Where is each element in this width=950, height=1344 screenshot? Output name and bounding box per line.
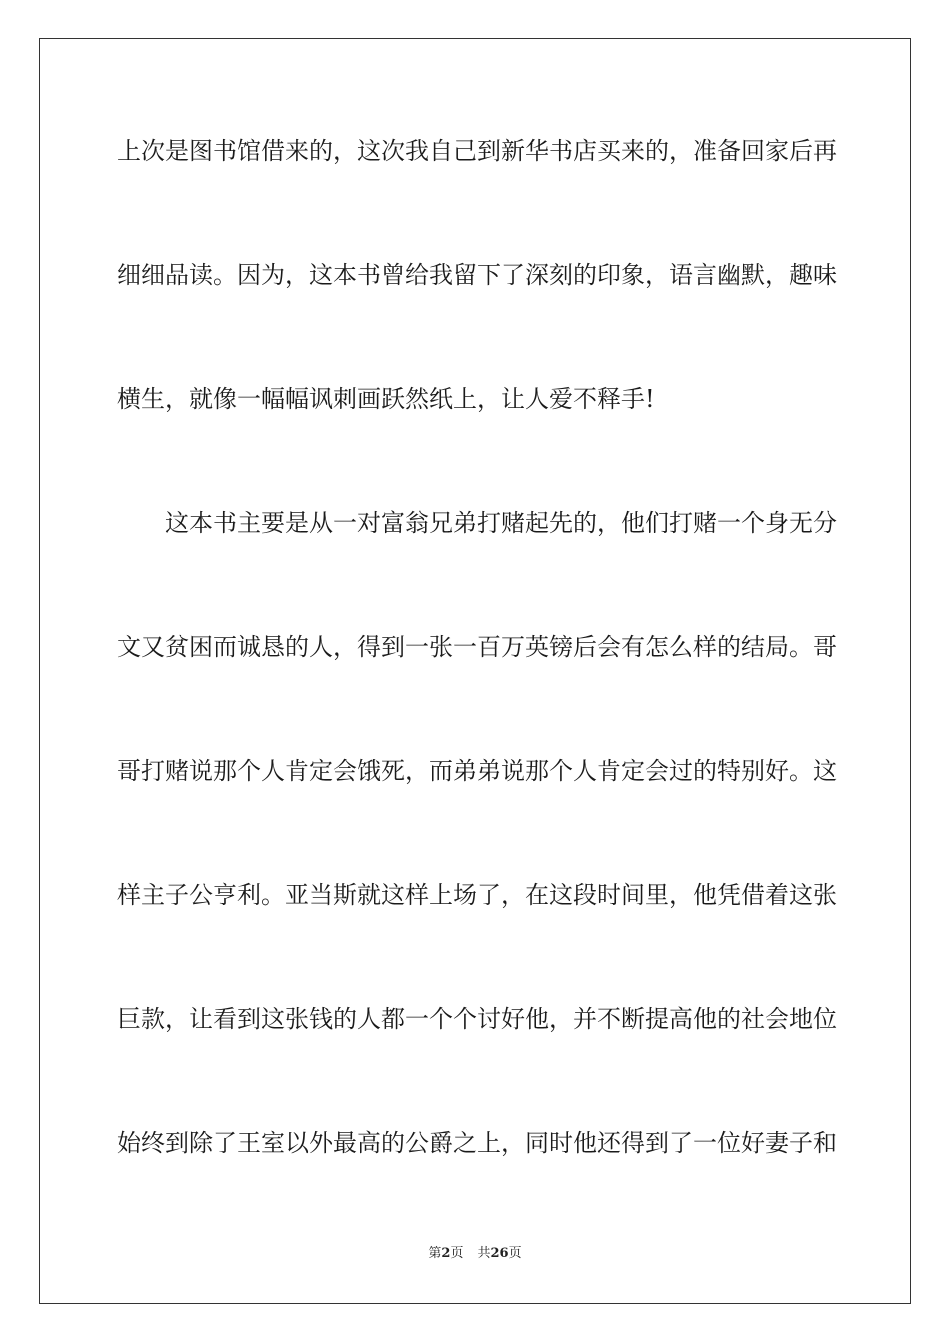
text-line-9: 始终到除了王室以外最高的公爵之上，同时他还得到了一位好妻子和 (117, 1129, 837, 1157)
total-suffix: 页 (508, 1246, 522, 1261)
total-prefix: 共 (477, 1246, 491, 1261)
text-line-4: 这本书主要是从一对富翁兄弟打赌起先的，他们打赌一个身无分 (117, 509, 837, 537)
page-border (39, 38, 911, 1304)
page-number: 2 (441, 1246, 451, 1261)
page-prefix: 第 (428, 1246, 442, 1261)
text-line-8: 巨款，让看到这张钱的人都一个个讨好他，并不断提高他的社会地位 (117, 1005, 837, 1033)
page-footer (0, 1245, 950, 1263)
text-line-1: 上次是图书馆借来的，这次我自己到新华书店买来的，准备回家后再 (117, 137, 837, 165)
page-suffix: 页 (450, 1246, 464, 1261)
text-line-5: 文又贫困而诚恳的人，得到一张一百万英镑后会有怎么样的结局。哥 (117, 633, 837, 661)
text-line-2: 细细品读。因为，这本书曾给我留下了深刻的印象，语言幽默，趣味 (117, 261, 837, 289)
text-line-7: 样主子公亨利。亚当斯就这样上场了，在这段时间里，他凭借着这张 (117, 881, 837, 909)
total-pages: 26 (490, 1246, 509, 1261)
text-line-6: 哥打赌说那个人肯定会饿死，而弟弟说那个人肯定会过的特别好。这 (117, 757, 837, 785)
text-line-3: 横生，就像一幅幅讽刺画跃然纸上，让人爱不释手! (117, 385, 655, 413)
